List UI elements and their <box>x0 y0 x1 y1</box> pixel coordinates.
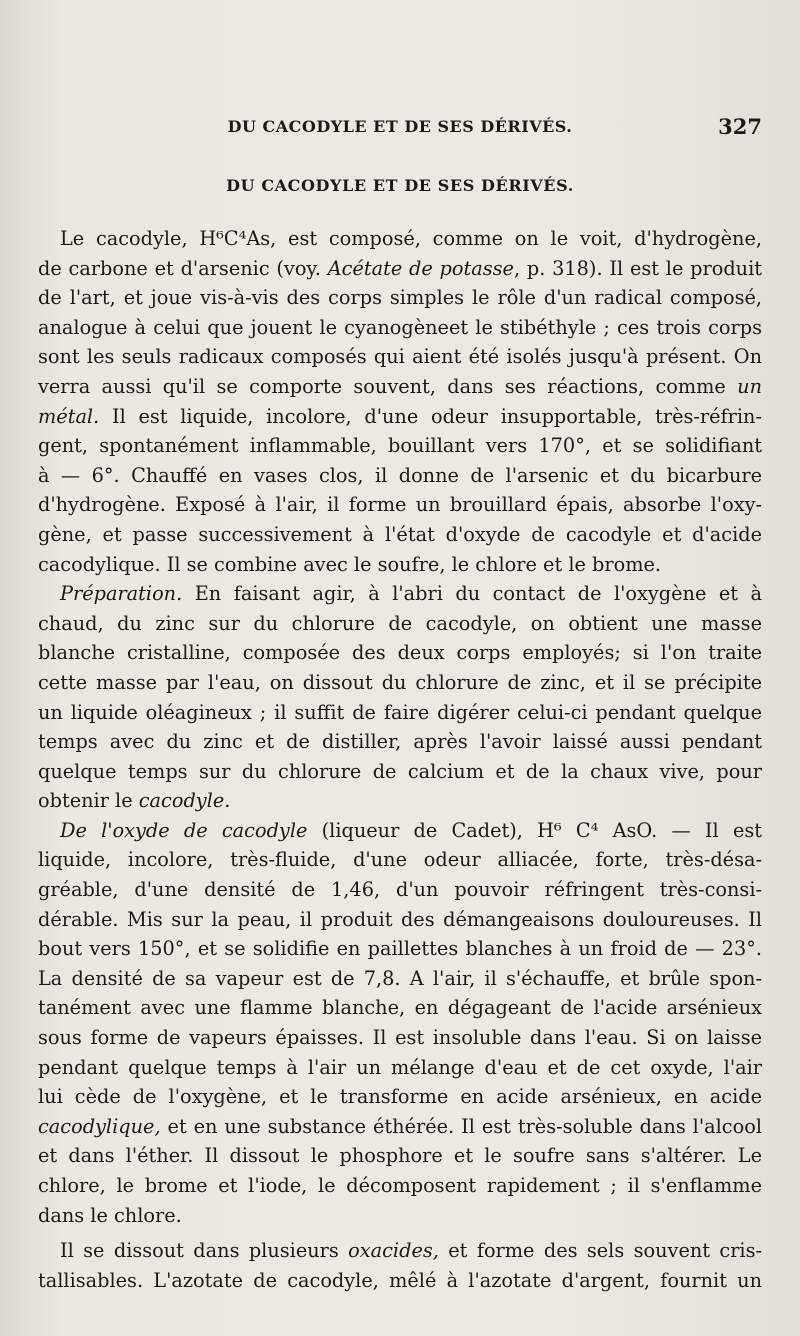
text-line <box>38 1053 762 1083</box>
page-number: 327 <box>718 114 762 139</box>
text-segment: gène, et passe successivement à l'état d'oxyde de cacodyle et d'acide <box>38 522 762 546</box>
section-title: DU CACODYLE ET DE SES DÉRIVÉS. <box>226 176 574 195</box>
body-text <box>38 224 762 1295</box>
text-segment: verra aussi qu'il se comporte souvent, dans ses réactions, comme <box>38 374 738 398</box>
text-segment: Il se dissout dans plusieurs <box>60 1239 349 1263</box>
text-line <box>38 1236 762 1266</box>
text-segment: sous forme de vapeurs épaisses. Il est insoluble dans l'eau. Si on laisse <box>38 1026 762 1050</box>
text-line <box>38 698 762 728</box>
text-segment: La densité de sa vapeur est de 7,8. A l'air, il s'échauffe, et brûle spon- <box>38 966 762 990</box>
running-title: DU CACODYLE ET DE SES DÉRIVÉS. <box>227 117 573 136</box>
text-segment: blanche cristalline, composée des deux corps employés; si l'on traite <box>38 641 762 665</box>
text-segment: d'hydrogène. Exposé à l'air, il forme un brouillard épais, absorbe l'oxy- <box>38 493 762 517</box>
text-segment: chlore, le brome et l'iode, le décomposent rapidement ; il s'enflamme <box>38 1174 762 1197</box>
text-line <box>38 905 762 935</box>
text-line <box>38 1082 762 1112</box>
text-line <box>38 609 762 639</box>
text-segment: analogue à celui que jouent le cyanogèneet le stibéthyle ; ces trois corps <box>38 315 762 339</box>
text-line <box>38 875 762 905</box>
text-line <box>38 816 762 846</box>
text-segment: lui cède de l'oxygène, et le transforme en acide arsénieux, en acide <box>38 1085 762 1109</box>
italic-text: cacodyle. <box>138 789 231 813</box>
text-segment: de carbone et d'arsenic (voy. <box>38 256 328 280</box>
text-line <box>38 342 762 372</box>
text-segment: gréable, d'une densité de 1,46, d'un pouvoir réfringent très-consi- <box>38 878 762 902</box>
italic-text: cacodylique, <box>38 1114 161 1138</box>
text-segment: quelque temps sur du chlorure de calcium et de la chaux vive, pour <box>38 759 762 783</box>
text-segment: de l'art, et joue vis-à-vis des corps simples le rôle d'un radical composé, <box>38 286 762 310</box>
text-line <box>38 1201 762 1231</box>
text-segment: bout vers 150°, et se solidifie en paillettes blanches à un froid de — 23°. <box>38 937 762 961</box>
text-line <box>38 1023 762 1053</box>
text-segment: cacodylique. Il se combine avec le soufre, le chlore et le brome. <box>38 552 662 576</box>
text-segment: (liqueur de Cadet), H⁶ C⁴ AsO. — Il est <box>307 818 762 842</box>
text-segment: et forme des sels souvent cris- <box>438 1239 762 1263</box>
text-line <box>38 520 762 550</box>
text-segment: tanément avec une flamme blanche, en dégageant de l'acide arsénieux <box>38 996 762 1020</box>
text-line <box>38 934 762 964</box>
text-line <box>38 757 762 787</box>
italic-text: un <box>737 374 762 398</box>
text-segment: Il est liquide, incolore, d'une odeur insupportable, très-réfrin- <box>99 404 762 428</box>
text-segment: Le cacodyle, H⁶C⁴As, est composé, comme on le voit, d'hydrogène, <box>60 227 762 250</box>
text-line <box>38 402 762 432</box>
text-segment: obtenir le <box>38 789 139 813</box>
text-line <box>38 313 762 343</box>
text-segment: dérable. Mis sur la peau, il produit des démangeaisons douloureuses. Il <box>38 907 762 931</box>
text-segment: temps avec du zinc et de distiller, après l'avoir laissé aussi pendant <box>38 730 762 754</box>
italic-text: oxacides, <box>348 1239 439 1263</box>
italic-text: métal. <box>38 404 100 428</box>
italic-text: De l'oxyde de cacodyle <box>60 818 308 842</box>
text-line <box>38 550 762 580</box>
text-line <box>38 283 762 313</box>
text-segment: tallisables. L'azotate de cacodyle, mêlé à l'azotate d'argent, fournit un <box>38 1268 762 1292</box>
text-line <box>38 668 762 698</box>
text-line <box>38 461 762 491</box>
text-line <box>38 1266 762 1296</box>
text-line <box>38 845 762 875</box>
text-segment: et en une substance éthérée. Il est très-soluble dans l'alcool <box>160 1114 762 1138</box>
text-line <box>38 638 762 668</box>
italic-text: Acétate de potasse <box>327 256 514 280</box>
text-line <box>38 1141 762 1171</box>
text-segment: chaud, du zinc sur du chlorure de cacodyle, on obtient une masse <box>38 611 762 635</box>
text-segment: sont les seuls radicaux composés qui aient été isolés jusqu'à présent. On <box>38 345 762 369</box>
text-segment: à — 6°. Chauffé en vases clos, il donne de l'arsenic et du bicarbure <box>38 463 762 487</box>
text-segment: pendant quelque temps à l'air un mélange d'eau et de cet oxyde, l'air <box>38 1055 762 1079</box>
text-segment: un liquide oléagineux ; il suffit de faire digérer celui-ci pendant quelque <box>38 700 762 724</box>
text-segment: et dans l'éther. Il dissout le phosphore et le soufre sans s'altérer. Le <box>38 1144 762 1168</box>
text-line <box>38 490 762 520</box>
text-segment: liquide, incolore, très-fluide, d'une odeur alliacée, forte, très-désa- <box>38 848 762 872</box>
running-head <box>38 114 762 140</box>
text-segment: dans le chlore. <box>38 1203 182 1227</box>
text-line <box>38 1112 762 1142</box>
text-line <box>38 1171 762 1201</box>
text-line <box>38 579 762 609</box>
text-segment: En faisant agir, à l'abri du contact de l'oxygène et à <box>182 582 762 606</box>
text-line <box>38 964 762 994</box>
text-line <box>38 224 762 254</box>
text-line <box>38 993 762 1023</box>
text-segment: gent, spontanément inflammable, bouillant vers 170°, et se solidifiant <box>38 434 762 458</box>
text-line <box>38 372 762 402</box>
text-line <box>38 431 762 461</box>
text-line <box>38 727 762 757</box>
text-line <box>38 254 762 284</box>
text-segment: , p. 318). Il est le produit <box>513 256 762 280</box>
italic-text: Préparation. <box>60 582 183 606</box>
text-segment: cette masse par l'eau, on dissout du chlorure de zinc, et il se précipite <box>38 670 762 694</box>
text-line <box>38 786 762 816</box>
